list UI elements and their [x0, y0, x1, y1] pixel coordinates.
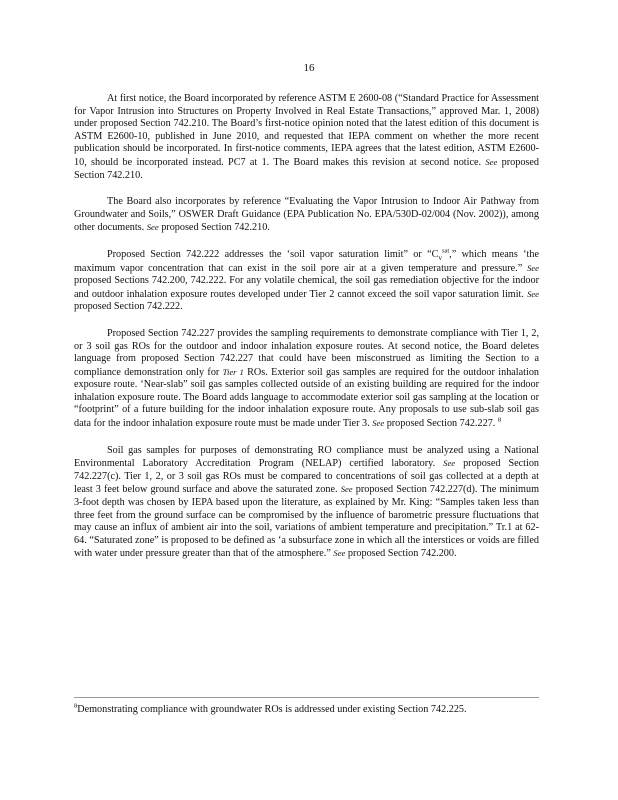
text-segment: proposed Section 742.227.: [384, 418, 498, 430]
text-segment: proposed Section 742.222.: [74, 301, 183, 313]
text-segment: proposed Section 742.227(d). The minimum 3-foot depth was chosen by IEPA based upon the literature, as explained by Mr. King: “Samples taken less than three feet from the ground surface can be compromised by the influence of barometric pressure fluctuations that may cause an influx of ambient air into the soil, variations of ambient temperature and precipitation.” Tr.1 at 62-64. “Saturated zone” is proposed to be defined as ‘a subsurface zone in which all the interstices or voids are filled with water under pressure greater than that of the atmosphere.”: [74, 484, 539, 560]
text-segment: Proposed Section 742.227 provides the sampling requirements to demonstrate compliance with Tier 1, 2, or 3 soil gas ROs for the outdoor and indoor inhalation exposure routes. At second notice, the Board deletes language from proposed Section 742.227 that could have been misconstrued as limiting the Section to a compliance demonstration only for: [74, 327, 539, 378]
text-segment: At first notice, the Board incorporated by reference ASTM E 2600-08 (“Standard Practice for Assessment for Vapor Intrusion into Structures on Property Involved in Real Estate Transactions,” approved Mar. 1, 2008) under proposed Section 742.210. The Board’s first-notice opinion noted that the latest edition of this document is ASTM E2600-10, published in June 2010, and requested that IEPA comment on whether the more recent publication should be incorporated. In first-notice comments, IEPA agrees that the latest edition, ASTM E2600-10, should be incorporated instead. PC7 at 1. The Board makes this revision at second notice.: [74, 93, 539, 168]
text-segment: v: [438, 253, 442, 262]
text-segment: sat: [441, 247, 450, 255]
text-segment: proposed Section 742.227(c). Tier 1, 2, or 3 soil gas ROs must be compared to concentrations of soil gas collected at a depth at least 3 feet below ground surface and above the saturated zone.: [74, 458, 540, 496]
text-segment: Soil gas samples for purposes of demonstrating RO compliance must be analyzed using a National Environmental Laboratory Accreditation Program (NELAP) certified laboratory.: [74, 444, 539, 470]
footnote-text: Demonstrating compliance with groundwater ROs is addressed under existing Section 742.225.: [77, 704, 467, 715]
text-segment: See: [146, 222, 159, 233]
text-segment: ,” which means ‘the maximum vapor concentration that can exist in the soil pore air at a given temperature and pressure.”: [74, 248, 539, 274]
paragraph-4: [74, 328, 539, 431]
paragraph-1: [74, 93, 539, 182]
paragraph-2: [74, 196, 539, 235]
text-segment: The Board also incorporates by reference “Evaluating the Vapor Intrusion to Indoor Air Pathway from Groundwater and Soils,” OSWER Draft Guidance (EPA Publication No. EPA/530D-02/004 (Nov. 2002)), among other documents.: [74, 196, 539, 234]
text-segment: ROs. Exterior soil gas samples are required for the outdoor inhalation exposure route. ‘Near-slab” soil gas samples collected outside of an existing building are required for the indoor inhalation exposure route. The Board adds language to accommodate exterior soil gas sampling at the location or “footprint” of a future building for the indoor inhalation exposure route. Any proposals to use sub-slab soil gas data for the indoor inhalation exposure route must be made under Tier 3.: [74, 366, 540, 430]
text-segment: proposed Sections 742.200, 742.222. For any volatile chemical, the soil gas remediation objective for the indoor and outdoor inhalation exposure routes developed under Tier 2 cannot exceed the soil vapor saturation limit.: [74, 275, 539, 300]
document-body: [74, 93, 539, 575]
text-segment: 8: [497, 416, 502, 424]
paragraph-5: [74, 445, 539, 561]
text-segment: See: [527, 262, 539, 273]
text-segment: proposed Section 742.210.: [74, 156, 539, 181]
text-segment: See: [485, 156, 498, 167]
text-segment: See: [527, 288, 539, 299]
text-segment: Tier 1: [222, 366, 244, 377]
text-segment: proposed Section 742.200.: [345, 548, 457, 560]
text-segment: See: [333, 548, 346, 559]
text-segment: proposed Section 742.210.: [158, 222, 270, 234]
footnote-marker: 8: [74, 702, 78, 710]
text-segment: See: [372, 418, 385, 429]
page-number: 16: [303, 62, 315, 74]
text-segment: See: [443, 458, 456, 469]
text-segment: See: [340, 484, 353, 495]
footnote: [74, 697, 539, 717]
text-segment: Proposed Section 742.222 addresses the ‘soil vapor saturation limit” or “C: [107, 248, 439, 260]
paragraph-3: [74, 249, 539, 314]
